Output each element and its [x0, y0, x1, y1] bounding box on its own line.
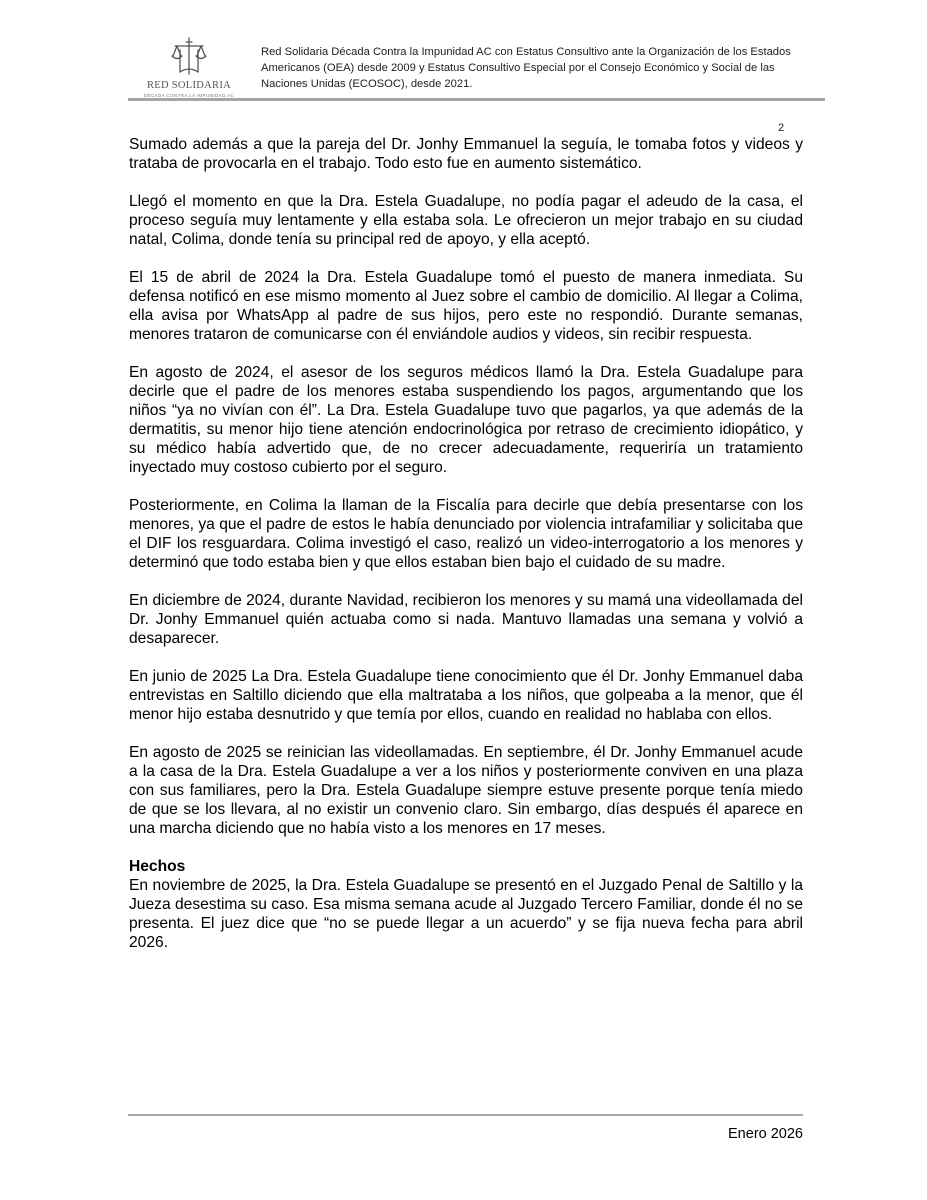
- header-divider: [128, 98, 825, 101]
- page-header: [0, 0, 927, 110]
- organization-description: Red Solidaria Década Contra la Impunidad AC con Estatus Consultivo ante la Organización de los Estados Americanos (OEA) desde 2009 y Estatus Consultivo Especial por el Consejo Económico y Social de las Naciones Unidas (ECOSOC), desde 2021.: [261, 46, 791, 90]
- section-heading: Hechos: [129, 858, 186, 875]
- red-solidaria-logo: [143, 36, 235, 102]
- footer-divider: [128, 1114, 803, 1116]
- paragraph: En junio de 2025 La Dra. Estela Guadalupe tiene conocimiento que él Dr. Jonhy Emmanuel daba entrevistas en Saltillo diciendo que ella maltrataba a los niños, que golpeaba a la menor, que él menor hijo estaba desnutrido y que temía por ellos, cuando en realidad no hablaba con ellos.: [129, 668, 803, 723]
- paragraph: Sumado además a que la pareja del Dr. Jonhy Emmanuel la seguía, le tomaba fotos y videos y trataba de provocarla en el trabajo. Todo esto fue en aumento sistemático.: [129, 136, 803, 172]
- paragraph: En diciembre de 2024, durante Navidad, recibieron los menores y su mamá una videollamada del Dr. Jonhy Emmanuel quién actuaba como si nada. Mantuvo llamadas una semana y volvió a desaparecer.: [129, 592, 803, 647]
- page-number: 2: [778, 122, 785, 134]
- paragraph: El 15 de abril de 2024 la Dra. Estela Guadalupe tomó el puesto de manera inmediata. Su defensa notificó en ese mismo momento al Juez sobre el cambio de domicilio. Al llegar a Colima, ella avisa por WhatsApp al padre de sus hijos, pero este no respondió. Durante semanas, menores trataron de comunicarse con él enviándole audios y videos, sin recibir respuesta.: [129, 269, 803, 343]
- section-paragraph: En noviembre de 2025, la Dra. Estela Guadalupe se presentó en el Juzgado Penal de Saltillo y la Jueza desestima su caso. Esa misma semana acude al Juzgado Tercero Familiar, donde él no se presenta. El juez dice que “no se puede llegar a un acuerdo” y se fija nueva fecha para abril 2026.: [129, 877, 803, 951]
- document-body: [129, 135, 803, 971]
- scales-of-justice-icon: [171, 36, 207, 78]
- paragraph: Llegó el momento en que la Dra. Estela Guadalupe, no podía pagar el adeudo de la casa, el proceso seguía muy lentamente y ella estaba sola. Le ofrecieron un mejor trabajo en su ciudad natal, Colima, donde tenía su principal red de apoyo, y ella aceptó.: [129, 193, 803, 248]
- paragraph: En agosto de 2024, el asesor de los seguros médicos llamó la Dra. Estela Guadalupe para decirle que el padre de los menores estaba suspendiendo los pagos, argumentando que los niños “ya no vivían con él”. La Dra. Estela Guadalupe tuvo que pagarlos, ya que además de la dermatitis, su menor hijo tiene atención endocrinológica por retraso de crecimiento idiopático, y su médico había advertido que, de no crecer adecuadamente, requeriría un tratamiento inyectado muy costoso cubierto por el seguro.: [129, 364, 803, 476]
- footer-date: Enero 2026: [728, 1126, 803, 1142]
- logo-tagline: DÉCADA CONTRA LA IMPUNIDAD AC: [143, 93, 235, 98]
- paragraph: Posteriormente, en Colima la llaman de la Fiscalía para decirle que debía presentarse con los menores, ya que el padre de estos le había denunciado por violencia intrafamiliar y solicitaba que el DIF los resguardara. Colima investigó el caso, realizó un video-interrogatorio a los menores y determinó que todo estaba bien y que ellos estaban bien bajo el cuidado de su madre.: [129, 497, 803, 571]
- paragraph: En agosto de 2025 se reinician las videollamadas. En septiembre, él Dr. Jonhy Emmanuel acude a la casa de la Dra. Estela Guadalupe a ver a los niños y posteriormente conviven en una plaza con sus familiares, pero la Dra. Estela Guadalupe siempre estuve presente porque tenía miedo de que se los llevara, al no existir un convenio claro. Sin embargo, días después él aparece en una marcha diciendo que no había visto a los menores en 17 meses.: [129, 744, 803, 837]
- logo-name: RED SOLIDARIA: [146, 80, 232, 91]
